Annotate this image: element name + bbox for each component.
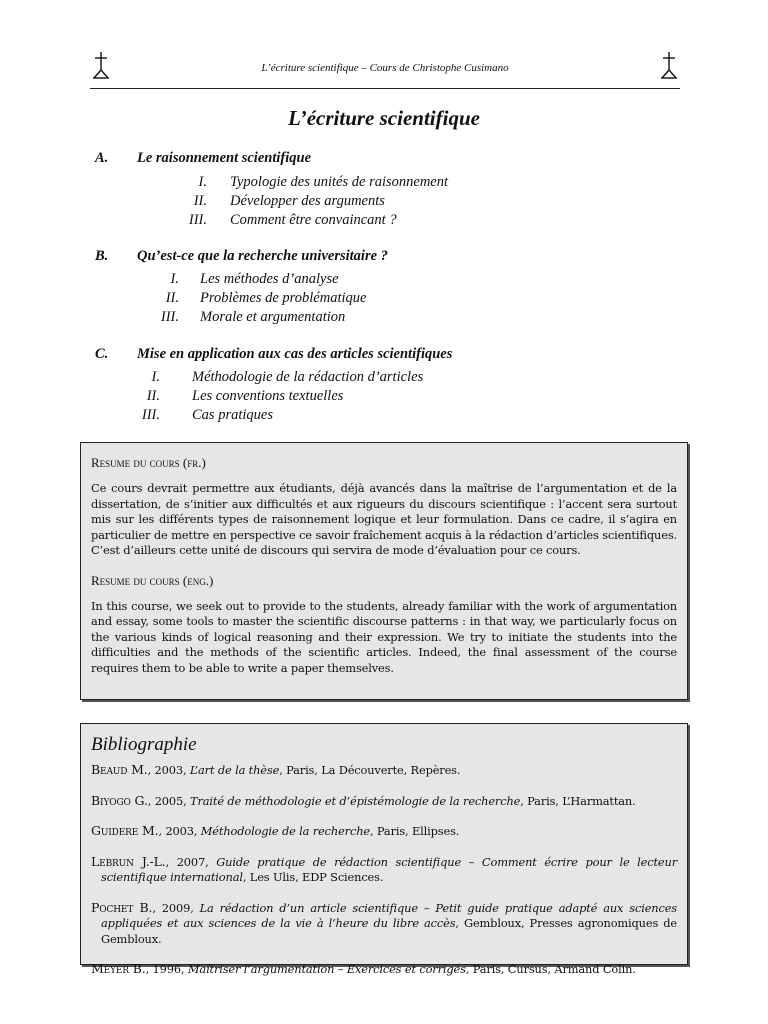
entry-author: Beaud M.: [91, 762, 148, 777]
entry-year: , 2005,: [147, 793, 191, 808]
item-number: I.: [170, 271, 179, 287]
entry-author: Guidere M.: [91, 823, 159, 838]
summary-fr-heading-text: Resume du cours (fr.): [91, 455, 206, 470]
section-title: Le raisonnement scientifique: [137, 150, 311, 166]
item-text: Comment être convaincant ?: [230, 212, 397, 228]
list-item: [175, 193, 385, 210]
item-number: III.: [188, 212, 207, 228]
entry-publisher: , Gembloux, Presses agronomiques de Gembloux.: [101, 916, 677, 946]
section-letter: A.: [95, 150, 109, 166]
entry-publisher: , Paris, Ellipses.: [369, 824, 460, 838]
entry-author: Lebrun J.-L.: [91, 853, 166, 869]
item-text: Cas pratiques: [192, 407, 273, 423]
entry-year: , 2009,: [152, 900, 200, 915]
entry-publisher: , Les Ulis, EDP Sciences.: [242, 870, 384, 884]
entry-publisher: , Paris, La Découverte, Repères.: [279, 763, 461, 777]
bibliography-entry: [91, 762, 677, 779]
summary-fr-heading: [91, 455, 677, 471]
item-number: III.: [160, 309, 179, 325]
page-title: L’écriture scientifique: [288, 106, 480, 130]
entry-publisher: Paris, Cursus, Armand Colin.: [469, 962, 636, 976]
running-title: L’écriture scientifique – Cours de Christophe Cusimano: [261, 62, 509, 74]
item-text: Méthodologie de la rédaction d’articles: [192, 369, 424, 385]
bibliography-title: Bibliographie: [91, 734, 197, 755]
entry-year: , 2003,: [158, 824, 201, 838]
list-item: [175, 212, 397, 229]
cross-icon: [658, 50, 680, 80]
summary-fr-text: Ce cours devrait permettre aux étudiants, déjà avancés dans la maîtrise de l’argumentation et de la dissertation, de s’initier aux difficultés et aux rigueurs du discours scientifique : l’accent sera surtout mis sur les différents types de raisonnement logique et leur formulation. Dans ce cadre, il s’agira en particulier de mettre en perspective ce savoir fraîchement acquis à la rédaction d’articles scientifiques. C’est d’ailleurs cette unité de discours qui servira de mode d’évaluation pour ce cours.: [91, 481, 677, 557]
summary-en-text: In this course, we seek out to provide to the students, already familiar with the work of argumentation and essay, some tools to master the scientific discourse patterns : in that way, we particularly focus on the various kinds of logical reasoning and their expression. We try to initiate the students into the difficulties and the methods of the scientific articles. Indeed, the final assessment of the course requires them to be able to write a paper themselves.: [91, 598, 677, 675]
entry-work: La rédaction d’un article scientifique – Petit guide pratique adapté aux sciences appliquées et aux sciences de la vie à l’heure du libre accès: [101, 900, 677, 930]
item-number: II.: [146, 388, 160, 404]
item-text: Les conventions textuelles: [192, 388, 344, 404]
entry-year: , 2003,: [147, 763, 190, 777]
list-item: [128, 369, 423, 386]
list-item: [128, 388, 343, 405]
page-header: [90, 48, 680, 89]
bibliography-entry: [91, 793, 677, 810]
entry-year: , 1996,: [145, 962, 188, 976]
bibliography-entry: [91, 900, 677, 948]
item-number: I.: [198, 174, 207, 190]
item-number: II.: [193, 193, 207, 209]
list-item: [145, 290, 366, 307]
entry-work: L’art de la thèse: [189, 763, 280, 777]
entry-author: Biyogo G.: [91, 792, 148, 808]
section-title: Mise en application aux cas des articles scientifiques: [137, 346, 453, 362]
bibliography-box: [80, 723, 688, 976]
item-number: III.: [141, 407, 160, 423]
item-text: Typologie des unités de raisonnement: [230, 174, 449, 190]
bibliography-entry: [91, 823, 677, 840]
list-item: [128, 407, 273, 424]
list-item: [175, 174, 448, 191]
entry-work: Maîtriser l’argumentation – Exercices et corrigés,: [187, 962, 470, 976]
bibliography-entry: [91, 961, 677, 978]
item-text: Morale et argumentation: [200, 309, 346, 325]
item-number: I.: [151, 369, 160, 385]
list-item: [145, 271, 339, 288]
entry-year: , 2007,: [165, 854, 217, 869]
entry-work: Méthodologie de la recherche: [200, 824, 370, 838]
section-letter: C.: [95, 346, 109, 362]
section-title: Qu’est-ce que la recherche universitaire ?: [137, 248, 388, 264]
item-text: Les méthodes d’analyse: [200, 271, 339, 287]
entry-author: Meyer B.: [91, 961, 146, 976]
item-text: Développer des arguments: [230, 193, 385, 209]
summary-en-heading-text: Resume du cours (eng.): [91, 572, 214, 588]
section-letter: B.: [95, 248, 109, 264]
entry-work: Traité de méthodologie et d’épistémologie de la recherche: [190, 793, 521, 808]
section-heading: [95, 248, 388, 265]
item-number: II.: [165, 290, 179, 306]
summary-box: [80, 442, 688, 700]
section-heading: [95, 346, 452, 363]
item-text: Problèmes de problématique: [200, 290, 367, 306]
bibliography-entry: [91, 854, 677, 886]
entry-work: Guide pratique de rédaction scientifique – Comment écrire pour le lecteur scientifique international: [101, 854, 677, 884]
section-heading: [95, 150, 311, 167]
list-item: [145, 309, 345, 326]
entry-publisher: , Paris, L’Harmattan.: [520, 793, 636, 808]
entry-author: Pochet B.: [91, 899, 153, 915]
summary-en-heading: [91, 573, 677, 589]
